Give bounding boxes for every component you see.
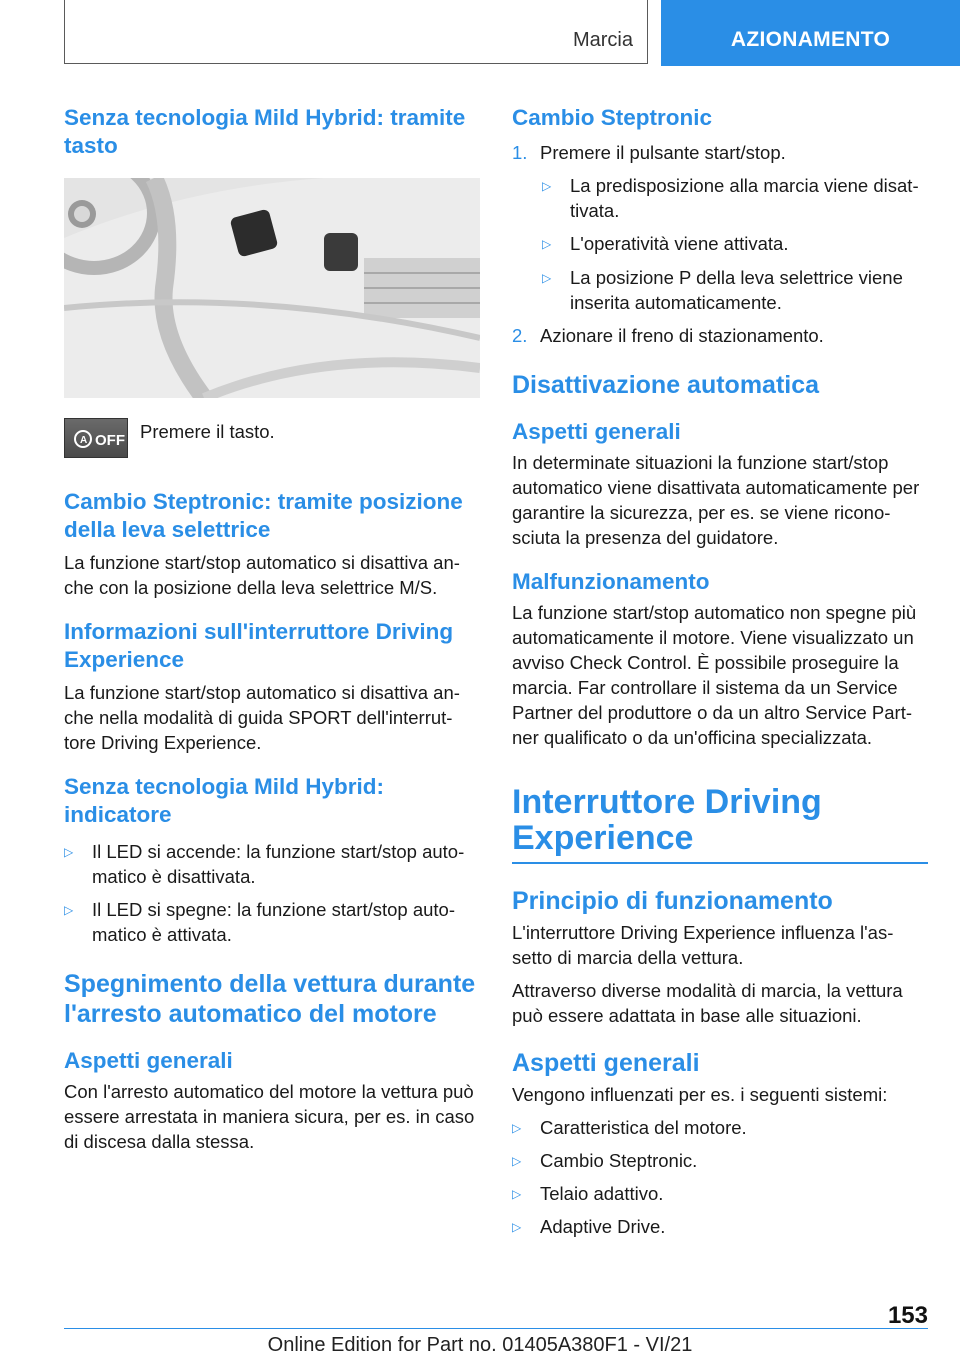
heading-aspetti-generali-3: Aspetti generali — [512, 1049, 700, 1077]
list-item: ▷ Telaio adattivo. — [512, 1181, 928, 1207]
footer-edition: Online Edition for Part no. 01405A380F1 - VI/21 — [267, 1334, 693, 1356]
paragraph-aspetti-generali-2: In determinate situazioni la funzione start/stop automatico viene disattivata automaticamente per garantire la sicurezza, per es. se viene ricono- sciuta la presenza del guidatore. — [512, 452, 920, 548]
heading-principio: Principio di funzionamento — [512, 887, 833, 915]
heading-info-interruttore: Informazioni sull'interruttore Driving Experience — [64, 619, 454, 672]
triangle-bullet-icon: ▷ — [542, 237, 552, 251]
list-item: ▷ Cambio Steptronic. — [512, 1148, 928, 1174]
page-number: 153 — [887, 1302, 928, 1329]
heading-interruttore-driving: Interruttore Driving Experience — [512, 784, 928, 864]
right-column — [512, 100, 928, 1240]
steps-list — [512, 140, 928, 348]
systems-list — [512, 1115, 928, 1240]
triangle-bullet-icon: ▷ — [542, 271, 552, 285]
triangle-bullet-icon: ▷ — [512, 1121, 522, 1135]
off-button-label: OFF — [95, 432, 125, 449]
paragraph-info-interruttore: La funzione start/stop automatico si disattiva an- che nella modalità di guida SPORT dell'interrut- tore Driving Experience. — [64, 682, 460, 753]
off-button-row — [64, 418, 480, 458]
paragraph-steptronic-posizione: La funzione start/stop automatico si disattiva an- che con la posizione della leva selettrice M/S. — [64, 552, 460, 598]
list-item: ▷ La posizione P della leva selettrice viene inserita automaticamente. — [542, 267, 903, 313]
triangle-bullet-icon: ▷ — [512, 1187, 522, 1201]
list-item: ▷ L'operatività viene attivata. — [512, 231, 928, 257]
list-item: ▷ La predisposizione alla marcia viene disat- tivata. — [542, 175, 919, 221]
start-stop-off-button-icon — [64, 418, 128, 458]
paragraph-aspetti-generali-3: Vengono influenzati per es. i seguenti sistemi: — [512, 1084, 888, 1105]
step-item-1: 1. Premere il pulsante start/stop. — [512, 142, 786, 163]
led-list — [64, 839, 480, 947]
triangle-bullet-icon: ▷ — [512, 1220, 522, 1234]
heading-aspetti-generali-1: Aspetti generali — [64, 1048, 233, 1073]
svg-text:A: A — [80, 435, 88, 446]
triangle-bullet-icon: ▷ — [512, 1154, 522, 1168]
paragraph-principio-2: Attraverso diverse modalità di marcia, la vettura può essere adattata in base alle situazioni. — [512, 980, 903, 1026]
list-item: ▷ Il LED si accende: la funzione start/stop auto- matico è disattivata. — [64, 841, 465, 887]
header-section-box — [64, 0, 648, 64]
heading-disattivazione: Disattivazione automatica — [512, 371, 820, 399]
dashboard-photo — [64, 178, 480, 398]
press-button-text: Premere il tasto. — [140, 421, 275, 442]
step-item-2: 2. Azionare il freno di stazionamento. — [512, 325, 824, 346]
heading-mild-tasto: Senza tecnologia Mild Hybrid: tramite tasto — [64, 105, 466, 158]
paragraph-malfunzionamento: La funzione start/stop automatico non spegne più automaticamente il motore. Viene visualizzato un avviso Check Control. È possibile proseguire la marcia. Far controllare il sistema da un Service Partner del produttore o da un altro Service Part- ner qualificato o da un'officina specializzata. — [512, 602, 917, 748]
triangle-bullet-icon: ▷ — [64, 903, 74, 917]
list-item: ▷ Caratteristica del motore. — [512, 1115, 928, 1141]
list-item: ▷ Adaptive Drive. — [512, 1214, 928, 1240]
list-item: ▷ Il LED si spegne: la funzione start/stop auto- matico è attivata. — [64, 899, 456, 945]
heading-steptronic-posizione: Cambio Steptronic: tramite posizione della leva selettrice — [64, 489, 463, 542]
heading-cambio-steptronic: Cambio Steptronic — [512, 105, 713, 130]
left-column — [64, 100, 480, 1154]
paragraph-principio-1: L'interruttore Driving Experience influenza l'as- setto di marcia della vettura. — [512, 922, 894, 968]
triangle-bullet-icon: ▷ — [542, 179, 552, 193]
header-chapter-label: AZIONAMENTO — [730, 28, 891, 51]
heading-spegnimento: Spegnimento della vettura durante l'arresto automatico del motore — [64, 970, 476, 1028]
triangle-bullet-icon: ▷ — [64, 845, 74, 859]
heading-mild-indicatore: Senza tecnologia Mild Hybrid: indicatore — [64, 774, 385, 827]
paragraph-aspetti-generali-1: Con l'arresto automatico del motore la vettura può essere arrestata in maniera sicura, per es. in caso di discesa dalla stessa. — [64, 1081, 475, 1152]
footer-divider — [64, 1328, 928, 1329]
header-chapter-tab[interactable] — [661, 0, 960, 66]
heading-malfunzionamento: Malfunzionamento — [512, 569, 710, 594]
heading-aspetti-generali-2: Aspetti generali — [512, 419, 681, 444]
header-section-title: Marcia — [572, 29, 633, 51]
dashboard-illustration — [64, 178, 480, 398]
